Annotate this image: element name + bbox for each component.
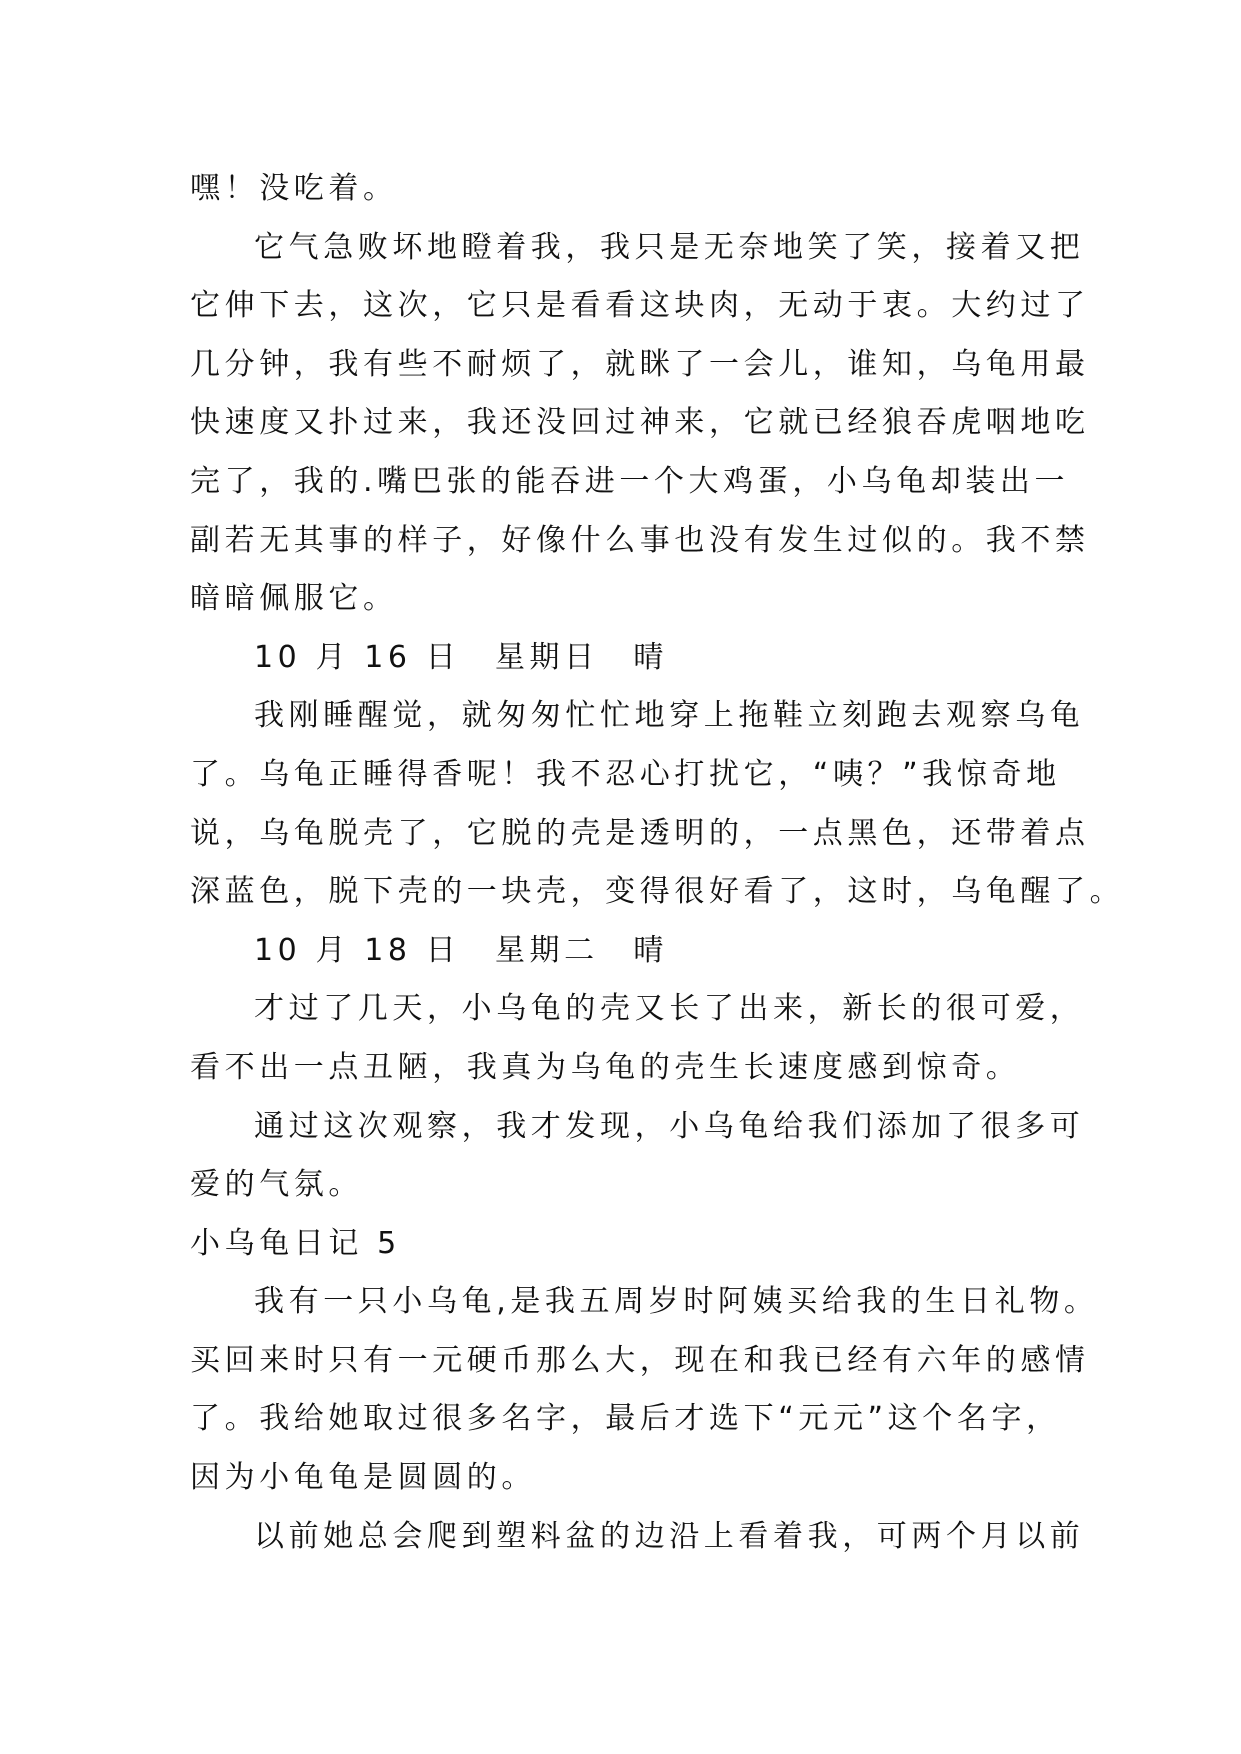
- text-line: 通过这次观察，我才发现，小乌龟给我们添加了很多可: [254, 1108, 1085, 1144]
- text-line: 才过了几天，小乌龟的壳又长了出来，新长的很可爱，: [254, 991, 1085, 1027]
- text-line: 嘿！没吃着。: [190, 171, 398, 206]
- text-line: 暗暗佩服它。: [190, 581, 398, 617]
- document-body: [190, 160, 1125, 1566]
- text-line: 了。乌龟正睡得香呢！我不忍心打扰它，“咦？”我惊奇地: [190, 756, 1061, 792]
- text-line: 爱的气氛。: [190, 1167, 363, 1203]
- text-line: 几分钟，我有些不耐烦了，就眯了一会儿，谁知，乌龟用最: [190, 346, 1090, 382]
- diary-date-heading: 10 月 18 日 星期二 晴: [254, 932, 668, 968]
- text-line: 看不出一点丑陋，我真为乌龟的壳生长速度感到惊奇。: [190, 1049, 1021, 1085]
- text-line: 副若无其事的样子，好像什么事也没有发生过似的。我不禁: [190, 522, 1090, 558]
- text-line: 完了，我的.嘴巴张的能吞进一个大鸡蛋，小乌龟却装出一: [190, 463, 1070, 499]
- section-title: 小乌龟日记 5: [190, 1225, 401, 1261]
- text-line: 快速度又扑过来，我还没回过神来，它就已经狼吞虎咽地吃: [190, 405, 1090, 441]
- text-line: 它伸下去，这次，它只是看看这块肉，无动于衷。大约过了: [190, 288, 1090, 324]
- text-line: 我有一只小乌龟,是我五周岁时阿姨买给我的生日礼物。: [254, 1284, 1099, 1320]
- text-line: 说，乌龟脱壳了，它脱的壳是透明的，一点黑色，还带着点: [190, 815, 1090, 851]
- text-line: 以前她总会爬到塑料盆的边沿上看着我，可两个月以前: [254, 1518, 1085, 1554]
- text-line: 因为小龟龟是圆圆的。: [190, 1460, 536, 1496]
- text-line: 我刚睡醒觉，就匆匆忙忙地穿上拖鞋立刻跑去观察乌龟: [254, 698, 1085, 734]
- text-line: 了。我给她取过很多名字，最后才选下“元元”这个名字，: [190, 1401, 1061, 1437]
- text-line: 深蓝色，脱下壳的一块壳，变得很好看了，这时，乌龟醒了。: [190, 874, 1125, 910]
- diary-date-heading: 10 月 16 日 星期日 晴: [254, 639, 668, 675]
- text-line: 买回来时只有一元硬币那么大，现在和我已经有六年的感情: [190, 1342, 1090, 1378]
- text-line: 它气急败坏地瞪着我，我只是无奈地笑了笑，接着又把: [254, 229, 1085, 265]
